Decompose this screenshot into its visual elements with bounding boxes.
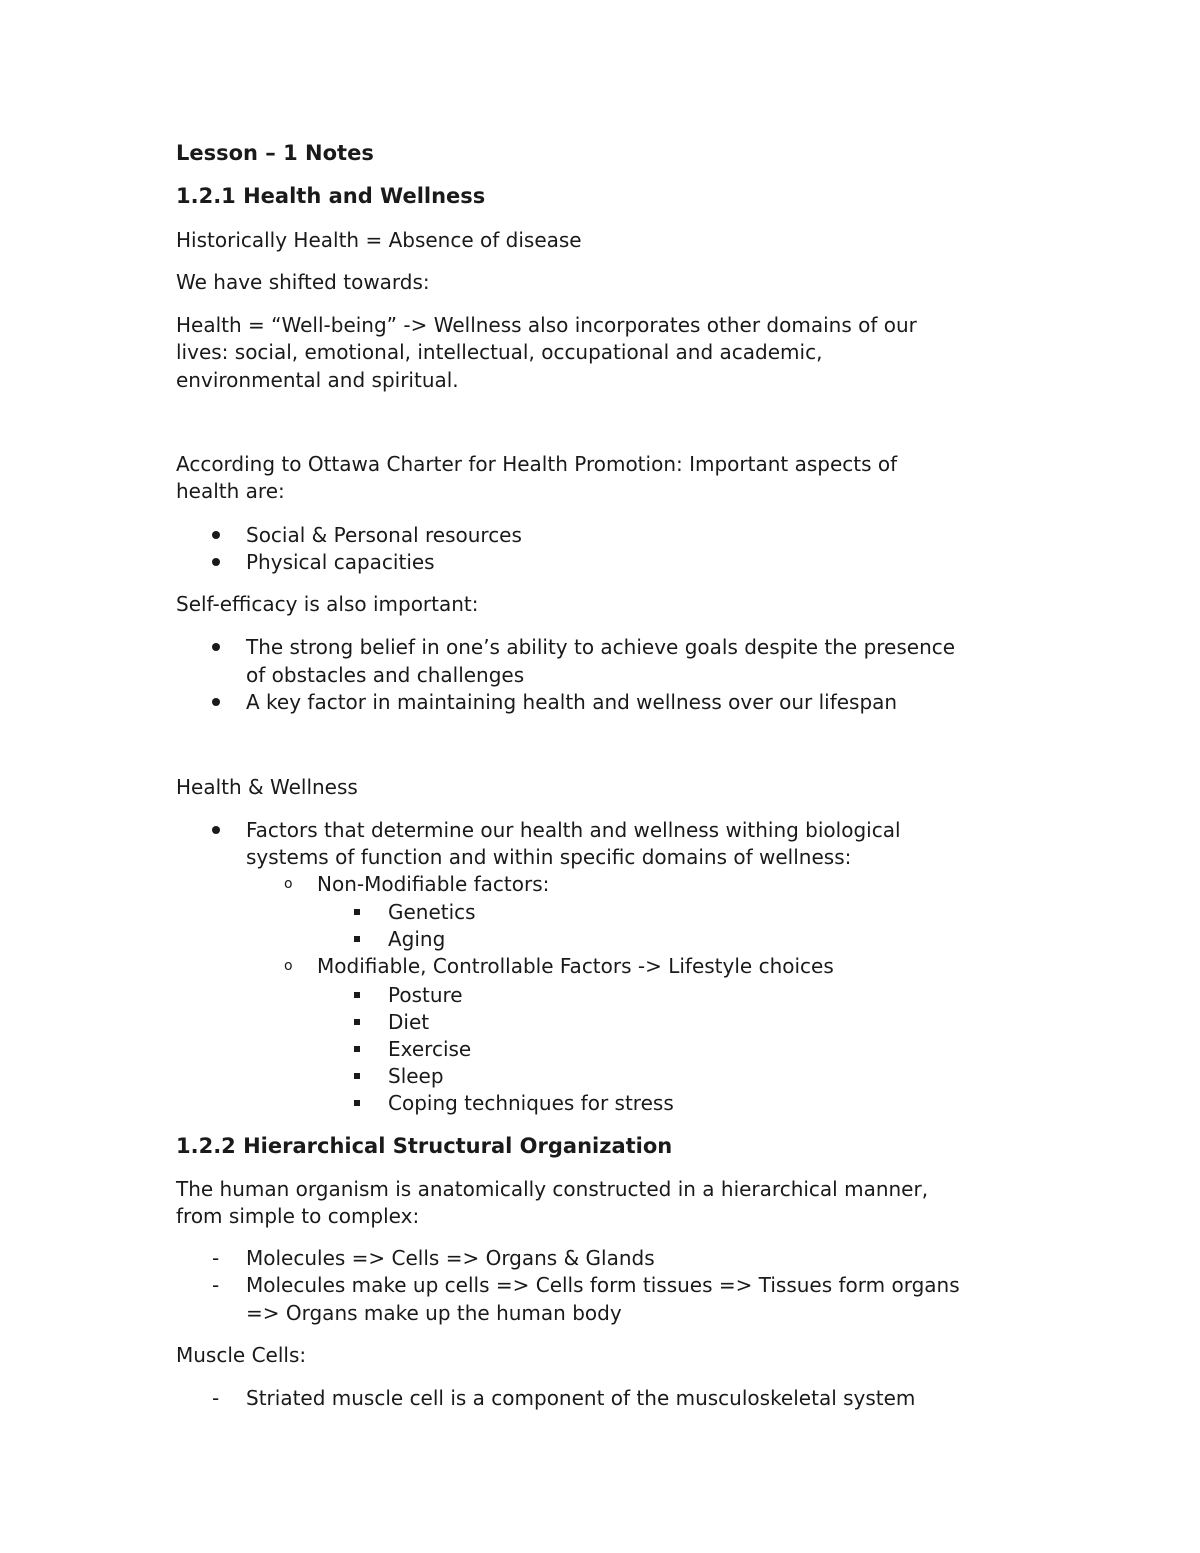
list-item: Factors that determine our health and wellness withing biological bbox=[246, 818, 901, 842]
sub-sub-list-item: Coping techniques for stress bbox=[388, 1091, 674, 1115]
paragraph-health-line: lives: social, emotional, intellectual, occupational and academic, bbox=[176, 340, 823, 364]
list-item-continuation: of obstacles and challenges bbox=[246, 663, 525, 687]
bullet-dot-icon bbox=[212, 643, 220, 651]
bullet-dot-icon bbox=[212, 826, 220, 834]
dash-list-item: Molecules => Cells => Organs & Glands bbox=[246, 1246, 655, 1270]
square-bullet-icon bbox=[354, 1100, 360, 1106]
sub-sub-list-item: Aging bbox=[388, 927, 446, 951]
sub-sub-list-item: Sleep bbox=[388, 1064, 444, 1088]
square-bullet-icon bbox=[354, 1019, 360, 1025]
paragraph-health-wellness: Health & Wellness bbox=[176, 775, 358, 799]
bullet-dot-icon bbox=[212, 531, 220, 539]
dash-list-item-continuation: => Organs make up the human body bbox=[246, 1301, 622, 1325]
dash-list-item: Striated muscle cell is a component of the musculoskeletal system bbox=[246, 1386, 916, 1410]
paragraph-shifted: We have shifted towards: bbox=[176, 270, 430, 294]
sub-sub-list-item: Exercise bbox=[388, 1037, 472, 1061]
paragraph-health-line: environmental and spiritual. bbox=[176, 368, 459, 392]
square-bullet-icon bbox=[354, 909, 360, 915]
circle-bullet-icon: o bbox=[284, 876, 293, 892]
square-bullet-icon bbox=[354, 1046, 360, 1052]
paragraph-ottawa-line: According to Ottawa Charter for Health Promotion: Important aspects of bbox=[176, 452, 898, 476]
list-item: Physical capacities bbox=[246, 550, 435, 574]
bullet-dot-icon bbox=[212, 698, 220, 706]
sub-sub-list-item: Genetics bbox=[388, 900, 476, 924]
square-bullet-icon bbox=[354, 1073, 360, 1079]
bullet-dot-icon bbox=[212, 558, 220, 566]
section-heading-health-wellness: 1.2.1 Health and Wellness bbox=[176, 184, 486, 208]
circle-bullet-icon: o bbox=[284, 958, 293, 974]
list-item-continuation: systems of function and within specific domains of wellness: bbox=[246, 845, 852, 869]
paragraph-health-line: Health = “Well-being” -> Wellness also incorporates other domains of our bbox=[176, 313, 917, 337]
square-bullet-icon bbox=[354, 992, 360, 998]
dash-bullet-icon: - bbox=[212, 1246, 220, 1270]
paragraph-self-efficacy: Self-efficacy is also important: bbox=[176, 592, 479, 616]
section-heading-hierarchical: 1.2.2 Hierarchical Structural Organization bbox=[176, 1134, 673, 1158]
document-title: Lesson – 1 Notes bbox=[176, 141, 374, 165]
paragraph-human-line: from simple to complex: bbox=[176, 1204, 420, 1228]
list-item: Social & Personal resources bbox=[246, 523, 522, 547]
paragraph-human-line: The human organism is anatomically constructed in a hierarchical manner, bbox=[176, 1177, 929, 1201]
dash-bullet-icon: - bbox=[212, 1386, 220, 1410]
sub-sub-list-item: Posture bbox=[388, 983, 463, 1007]
paragraph-muscle-cells: Muscle Cells: bbox=[176, 1343, 307, 1367]
paragraph-historically: Historically Health = Absence of disease bbox=[176, 228, 582, 252]
sub-list-item: Modifiable, Controllable Factors -> Lifestyle choices bbox=[317, 954, 834, 978]
list-item: A key factor in maintaining health and wellness over our lifespan bbox=[246, 690, 898, 714]
square-bullet-icon bbox=[354, 936, 360, 942]
dash-list-item: Molecules make up cells => Cells form tissues => Tissues form organs bbox=[246, 1273, 960, 1297]
paragraph-ottawa-line: health are: bbox=[176, 479, 285, 503]
dash-bullet-icon: - bbox=[212, 1273, 220, 1297]
sub-sub-list-item: Diet bbox=[388, 1010, 430, 1034]
sub-list-item: Non-Modifiable factors: bbox=[317, 872, 550, 896]
list-item: The strong belief in one’s ability to achieve goals despite the presence bbox=[246, 635, 956, 659]
